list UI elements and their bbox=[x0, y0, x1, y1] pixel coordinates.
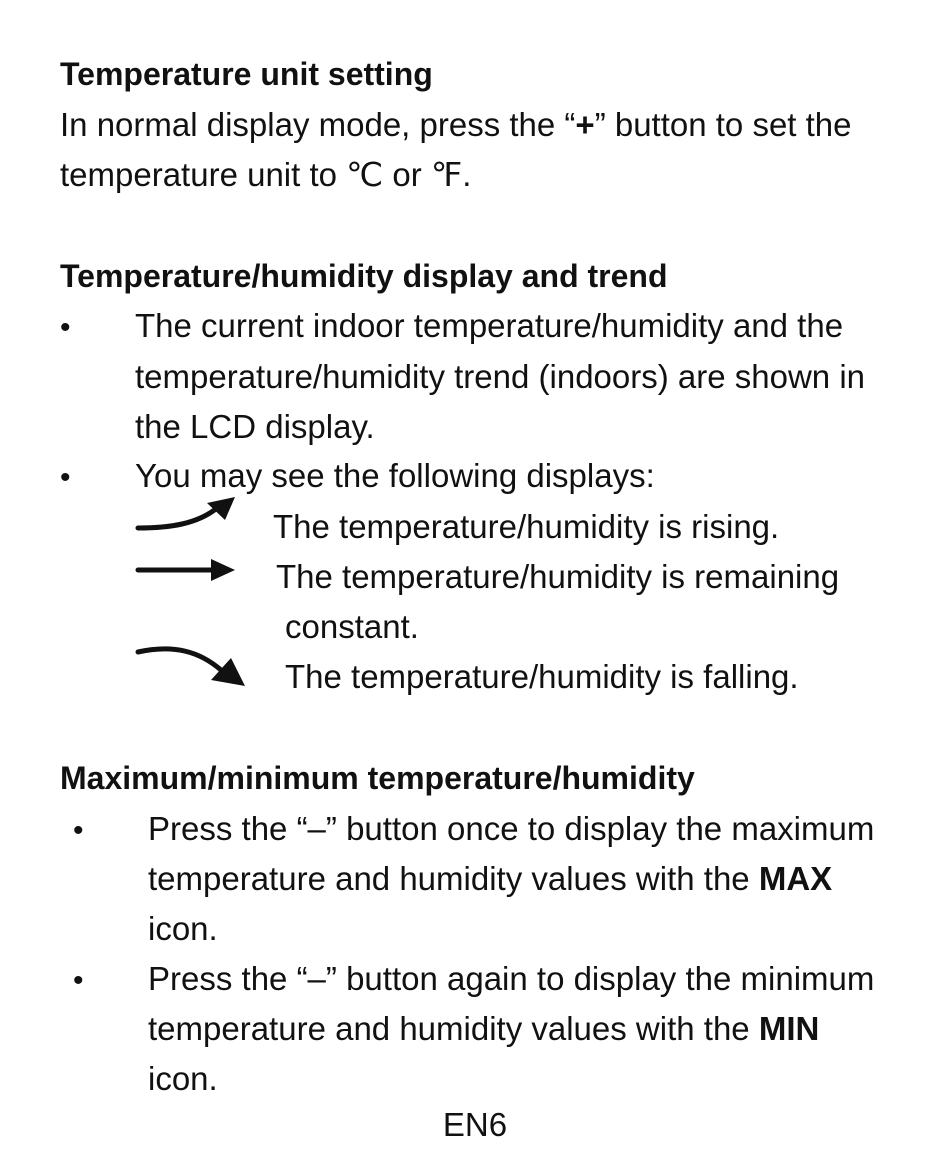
arrow-rising-icon bbox=[135, 494, 240, 538]
bullet-text: temperature/humidity trend (indoors) are shown in bbox=[135, 358, 866, 395]
section-heading-temperature-unit: Temperature unit setting bbox=[60, 56, 433, 92]
trend-constant-text: constant. bbox=[285, 608, 419, 645]
text-fragment: temperature and humidity values with the bbox=[148, 1010, 759, 1047]
paragraph-line: temperature unit to ℃ or ℉. bbox=[60, 156, 472, 193]
bullet-marker: • bbox=[73, 814, 84, 847]
bullet-marker: • bbox=[60, 461, 71, 494]
page-number: EN6 bbox=[442, 1106, 508, 1143]
trend-falling-text: The temperature/humidity is falling. bbox=[285, 658, 799, 695]
bullet-text: Press the “–” button again to display the minimum bbox=[148, 960, 875, 997]
bullet-marker: • bbox=[73, 964, 84, 997]
bullet-text: icon. bbox=[148, 1060, 218, 1097]
trend-constant-text: The temperature/humidity is remaining bbox=[276, 558, 840, 595]
text-fragment: ” button to set the bbox=[594, 106, 852, 143]
text-fragment: In normal display mode, press the “ bbox=[60, 106, 576, 143]
bullet-text: The current indoor temperature/humidity and the bbox=[135, 307, 844, 344]
bullet-text bbox=[148, 1009, 819, 1049]
bullet-text: the LCD display. bbox=[135, 408, 375, 445]
arrow-falling-icon bbox=[135, 640, 250, 690]
max-icon-label: MAX bbox=[758, 860, 833, 897]
bullet-text: icon. bbox=[148, 910, 218, 947]
min-icon-label: MIN bbox=[758, 1010, 820, 1047]
plus-key-label: + bbox=[575, 106, 595, 143]
bullet-text bbox=[148, 859, 832, 899]
bullet-text: Press the “–” button once to display the maximum bbox=[148, 810, 875, 847]
trend-rising-text: The temperature/humidity is rising. bbox=[273, 508, 780, 545]
section-heading-max-min: Maximum/minimum temperature/humidity bbox=[60, 760, 695, 796]
paragraph-line bbox=[60, 105, 852, 145]
bullet-marker: • bbox=[60, 311, 71, 344]
bullet-text: You may see the following displays: bbox=[135, 457, 655, 494]
text-fragment: temperature and humidity values with the bbox=[148, 860, 759, 897]
arrow-constant-icon bbox=[135, 556, 240, 584]
section-heading-display-trend: Temperature/humidity display and trend bbox=[60, 258, 668, 294]
